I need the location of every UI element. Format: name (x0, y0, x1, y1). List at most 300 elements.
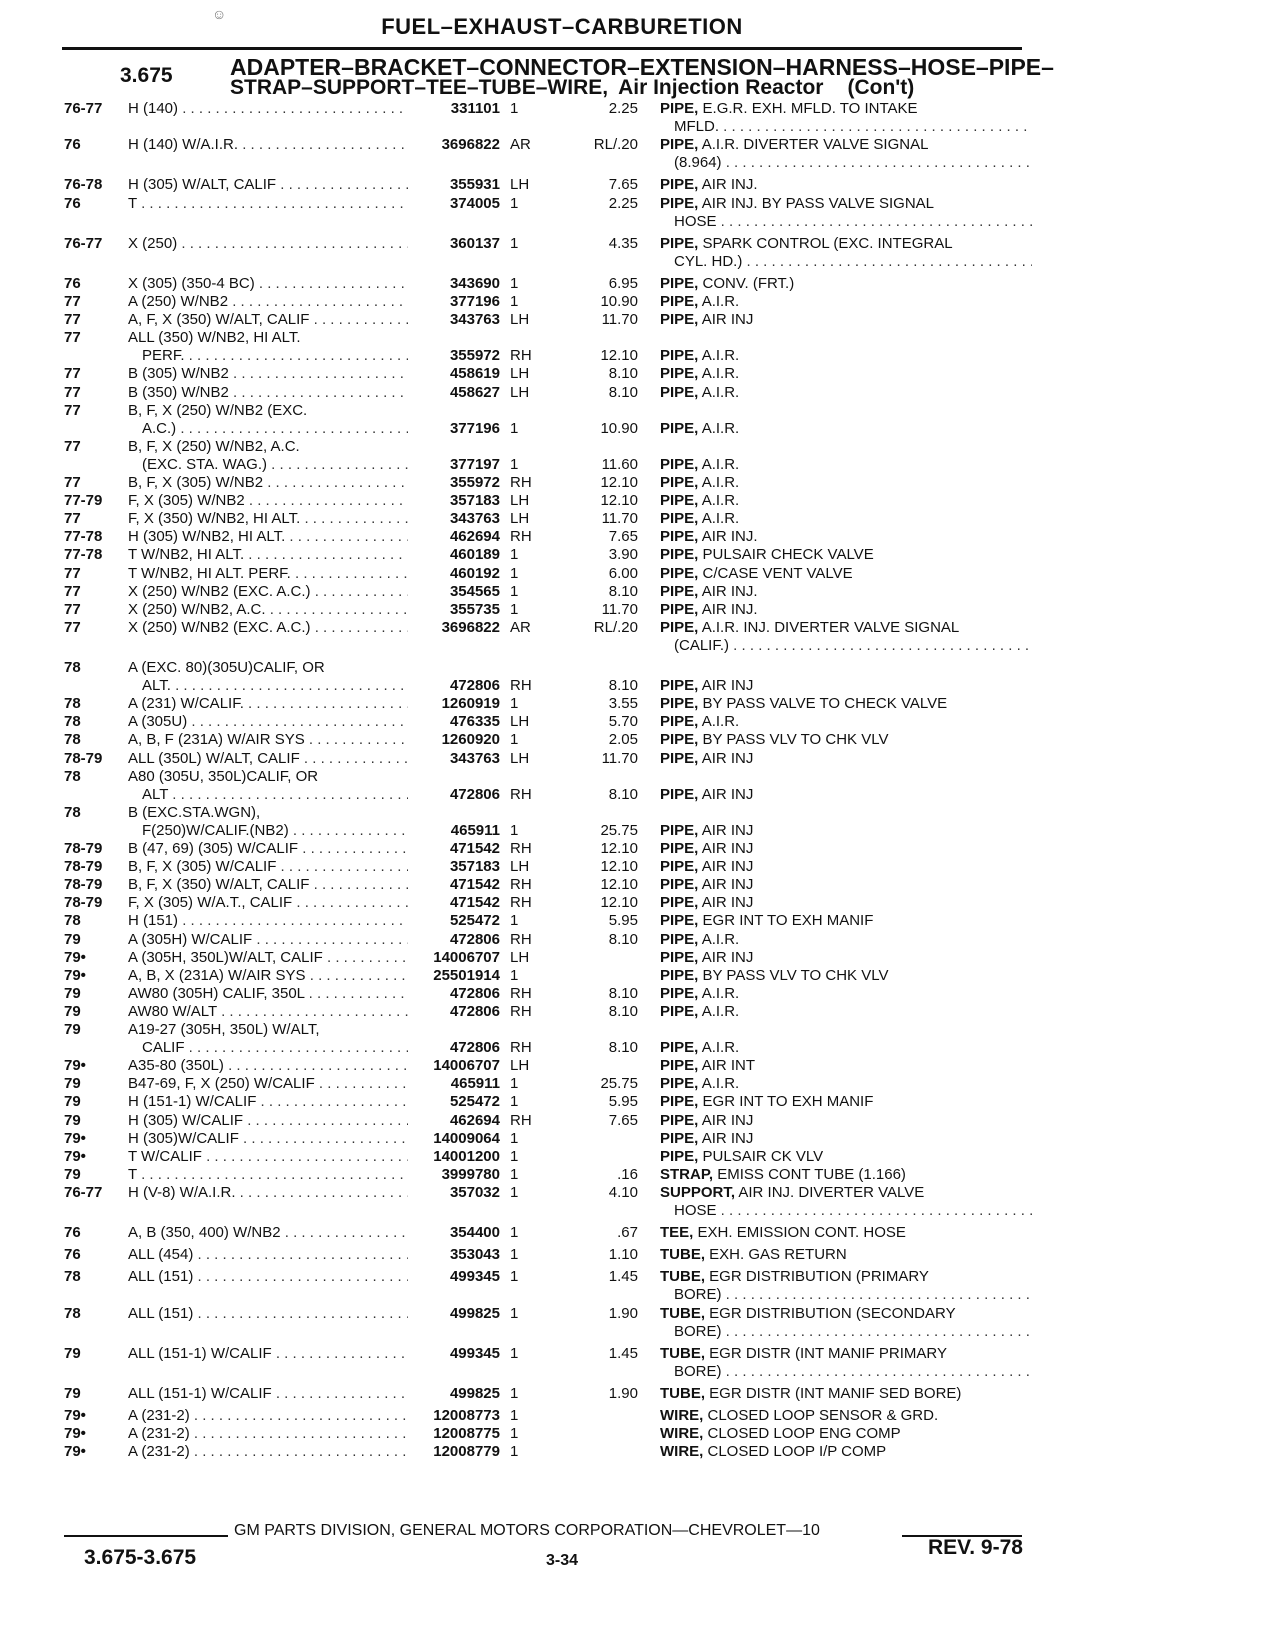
description (660, 619, 1032, 637)
part-number: 355972 (449, 474, 500, 491)
price: 4.35 (608, 234, 638, 252)
description (660, 858, 1032, 876)
price: 3.55 (608, 695, 638, 713)
applicability: F, X (305) W/NB2 . . . (128, 492, 408, 510)
year: 78 (64, 767, 81, 785)
year: 78-79 (64, 876, 103, 894)
part-name: PIPE, (660, 347, 699, 365)
part-name: PIPE, (660, 600, 699, 618)
year: 77-79 (64, 492, 103, 510)
part-desc: AIR INT (698, 1057, 756, 1075)
description (660, 365, 1032, 383)
description (660, 195, 1032, 213)
part-desc: CLOSED LOOP SENSOR & GRD. (703, 1407, 939, 1424)
footer-ref: 3.675-3.675 (84, 1546, 197, 1569)
applicability-cont: A.C.) . . . (142, 420, 408, 438)
applicability: A (231-2) . . . (128, 1407, 408, 1425)
applicability-cont: ALT . . . (142, 786, 408, 804)
part-name: TUBE, (660, 1268, 705, 1286)
applicability: A (231) W/CALIF. . . . (128, 695, 408, 713)
part-name: TUBE, (660, 1304, 705, 1322)
price: 11.60 (601, 455, 638, 473)
table-row (0, 235, 1280, 253)
quantity: 1 (510, 731, 519, 749)
table-row (0, 1385, 1280, 1403)
price: 5.95 (608, 1093, 638, 1111)
part-number: 471542 (449, 894, 500, 912)
price: 8.10 (608, 365, 638, 383)
table-row (0, 1363, 1280, 1381)
part-name: PIPE, (660, 821, 699, 839)
price: 10.90 (600, 419, 638, 437)
applicability: B (EXC.STA.WGN), (128, 803, 261, 821)
description (660, 1246, 1032, 1264)
year: 79 (64, 1165, 81, 1183)
quantity: LH (510, 749, 530, 767)
part-number: 525472 (449, 912, 500, 930)
footer-rule-left (64, 1535, 228, 1537)
part-name: PIPE, (660, 785, 699, 803)
price: 8.10 (608, 984, 638, 1002)
table-row (0, 492, 1280, 510)
year: 77 (64, 329, 81, 347)
part-name: PIPE, (660, 419, 699, 437)
year: 79• (64, 1057, 86, 1075)
table-row (0, 1003, 1280, 1021)
price: 2.25 (608, 100, 638, 117)
part-number: 343763 (449, 311, 500, 329)
table-row (0, 1425, 1280, 1443)
part-desc: EGR DISTR (INT MANIF PRIMARY (705, 1344, 947, 1362)
year: 77 (64, 582, 81, 600)
part-desc: A.I.R. INJ. DIVERTER VALVE SIGNAL (698, 618, 960, 636)
year: 77 (64, 618, 81, 636)
part-name: PIPE, (660, 510, 699, 528)
applicability: H (305) W/NB2, HI ALT. . . . (128, 528, 408, 546)
price: 1.90 (608, 1384, 638, 1402)
quantity: 1 (510, 695, 519, 713)
part-number: 3999780 (441, 1165, 500, 1183)
part-name: PIPE, (660, 912, 699, 930)
quantity: 1 (510, 564, 519, 582)
quantity: 1 (510, 194, 519, 212)
quantity: 1 (510, 1304, 519, 1322)
part-name: PIPE, (660, 876, 699, 894)
part-name: PIPE, (660, 100, 699, 117)
table-row (0, 565, 1280, 583)
applicability: ALL (151-1) W/CALIF . . . (128, 1345, 408, 1363)
part-name: PIPE, (660, 528, 699, 546)
part-name: PIPE, (660, 948, 699, 966)
price: 8.10 (608, 582, 638, 600)
table-row (0, 365, 1280, 383)
part-desc: EGR INT TO EXH MANIF (698, 1093, 874, 1111)
applicability: ALL (350) W/NB2, HI ALT. (128, 329, 301, 347)
price: 7.65 (608, 528, 638, 546)
part-name: PIPE, (660, 1039, 699, 1057)
description (660, 786, 1032, 804)
description (660, 931, 1032, 949)
quantity: 1 (510, 274, 519, 292)
description (660, 474, 1032, 492)
description (660, 840, 1032, 858)
part-name: WIRE, (660, 1443, 704, 1461)
price: 11.70 (601, 510, 638, 528)
part-desc: BY PASS VLV TO CHK VLV (698, 731, 889, 749)
part-number: 343763 (449, 749, 500, 767)
description (660, 1093, 1032, 1111)
part-desc: A.I.R. (698, 930, 740, 948)
quantity: AR (510, 618, 531, 636)
quantity: 1 (510, 1183, 519, 1201)
part-number: 472806 (449, 930, 500, 948)
part-name: PIPE, (660, 1075, 699, 1093)
year: 78 (64, 912, 81, 930)
description (660, 1057, 1032, 1075)
year: 77 (64, 401, 81, 419)
part-number: 25501914 (433, 966, 500, 984)
quantity: 1 (510, 546, 519, 564)
applicability: X (250) W/NB2, A.C. . . . (128, 601, 408, 619)
year: 79 (64, 984, 81, 1002)
year: 79• (64, 966, 86, 984)
year: 79 (64, 1111, 81, 1129)
price: 8.10 (608, 930, 638, 948)
table-row (0, 1345, 1280, 1363)
price: 11.70 (601, 311, 638, 329)
price: 25.75 (600, 821, 638, 839)
quantity: RH (510, 785, 532, 803)
part-desc: A.I.R. (698, 383, 740, 401)
applicability: T W/NB2, HI ALT. . . . (128, 546, 408, 564)
price: 2.25 (608, 194, 638, 212)
part-name: WIRE, (660, 1407, 704, 1424)
table-row (0, 659, 1280, 677)
description (660, 492, 1032, 510)
part-desc: A.I.R. DIVERTER VALVE SIGNAL (698, 136, 929, 154)
description (660, 420, 1032, 438)
quantity: RH (510, 1111, 532, 1129)
applicability: A (231-2) . . . (128, 1443, 408, 1461)
description-cont: MFLD. . . . (674, 118, 1032, 136)
quantity: 1 (510, 1268, 519, 1286)
part-name: PIPE, (660, 274, 699, 292)
table-row (0, 1021, 1280, 1039)
table-row (0, 1057, 1280, 1075)
year: 77 (64, 365, 81, 383)
description (660, 528, 1032, 546)
year: 79• (64, 1147, 86, 1165)
part-number: 465911 (450, 1075, 500, 1093)
price: 12.10 (600, 347, 638, 365)
description (660, 949, 1032, 967)
part-number: 460189 (449, 546, 500, 564)
quantity: 1 (510, 1407, 519, 1424)
year: 76-77 (64, 1183, 103, 1201)
description (660, 601, 1032, 619)
description-cont: HOSE . . . (674, 213, 1032, 231)
part-desc: AIR INJ. (698, 600, 758, 618)
description (660, 384, 1032, 402)
part-number: 472806 (449, 677, 500, 695)
quantity: 1 (510, 821, 519, 839)
applicability: B47-69, F, X (250) W/CALIF . . . (128, 1075, 408, 1093)
quantity: LH (510, 713, 530, 731)
description (660, 731, 1032, 749)
description (660, 311, 1032, 329)
part-desc: AIR INJ. (698, 528, 758, 546)
part-number: 377197 (449, 455, 500, 473)
description-cont: (CALIF.) . . . (674, 637, 1032, 655)
price: 1.10 (608, 1246, 638, 1264)
table-row (0, 619, 1280, 637)
quantity: 1 (510, 600, 519, 618)
table-row (0, 1305, 1280, 1323)
applicability-cont: F(250)W/CALIF.(NB2) . . . (142, 822, 408, 840)
applicability: X (250) . . . (128, 235, 408, 253)
description (660, 1345, 1032, 1363)
quantity: 1 (510, 582, 519, 600)
part-name: PIPE, (660, 311, 699, 329)
price: RL/.20 (593, 136, 638, 154)
part-name: PIPE, (660, 564, 699, 582)
part-name: PIPE, (660, 1111, 699, 1129)
table-row (0, 176, 1280, 194)
part-desc: AIR INJ (698, 948, 754, 966)
part-name: PIPE, (660, 234, 699, 252)
part-number: 355931 (449, 176, 500, 194)
price: 1.90 (608, 1304, 638, 1322)
applicability: B, F, X (305) W/CALIF . . . (128, 858, 408, 876)
description (660, 1184, 1032, 1202)
table-row (0, 931, 1280, 949)
applicability: H (140) . . . (128, 100, 408, 118)
table-row (0, 677, 1280, 695)
table-row (0, 1407, 1280, 1425)
quantity: 1 (510, 912, 519, 930)
description (660, 1148, 1032, 1166)
description-cont: CYL. HD.) . . . (674, 253, 1032, 271)
quantity: AR (510, 136, 531, 154)
table-row (0, 858, 1280, 876)
table-row (0, 822, 1280, 840)
part-name: PIPE, (660, 984, 699, 1002)
quantity: LH (510, 1057, 530, 1075)
part-number: 472806 (449, 1002, 500, 1020)
table-row (0, 293, 1280, 311)
part-name: TUBE, (660, 1384, 705, 1402)
group-heading-line1: ADAPTER–BRACKET–CONNECTOR–EXTENSION–HARNESS–HOSE–PIPE– (230, 54, 1054, 80)
description (660, 912, 1032, 930)
description (660, 456, 1032, 474)
applicability: A, F, X (350) W/ALT, CALIF . . . (128, 311, 408, 329)
quantity: LH (510, 492, 530, 510)
part-name: TEE, (660, 1224, 694, 1242)
part-number: 354565 (449, 582, 500, 600)
applicability: A, B, F (231A) W/AIR SYS . . . (128, 731, 408, 749)
description (660, 1385, 1032, 1403)
price: 12.10 (600, 858, 638, 876)
quantity: RH (510, 1002, 532, 1020)
applicability: A (EXC. 80)(305U)CALIF, OR (128, 659, 325, 676)
table-row (0, 1166, 1280, 1184)
part-number: 472806 (449, 785, 500, 803)
part-desc: EGR DISTRIBUTION (PRIMARY (705, 1268, 929, 1286)
part-name: PIPE, (660, 546, 699, 564)
table-row (0, 894, 1280, 912)
part-desc: A.I.R. (698, 1075, 740, 1093)
description (660, 1039, 1032, 1057)
table-row (0, 347, 1280, 365)
applicability: A (305H, 350L)W/ALT, CALIF . . . (128, 949, 408, 967)
applicability: B, F, X (350) W/ALT, CALIF . . . (128, 876, 408, 894)
table-row (0, 1039, 1280, 1057)
part-number: 12008779 (433, 1443, 500, 1461)
quantity: LH (510, 510, 530, 528)
part-desc: CLOSED LOOP I/P COMP (703, 1443, 887, 1461)
year: 79 (64, 930, 81, 948)
price: 6.00 (608, 564, 638, 582)
applicability: F, X (350) W/NB2, HI ALT. . . . (128, 510, 408, 528)
part-number: 374005 (449, 194, 500, 212)
quantity: 1 (510, 455, 519, 473)
table-row (0, 118, 1280, 136)
table-row (0, 912, 1280, 930)
part-desc: A.I.R. (698, 455, 740, 473)
year: 77 (64, 383, 81, 401)
part-name: PIPE, (660, 383, 699, 401)
part-desc: EXH. GAS RETURN (705, 1246, 847, 1264)
part-number: 458627 (449, 383, 500, 401)
part-number: 3696822 (441, 136, 500, 154)
table-row (0, 1443, 1280, 1461)
price: 8.10 (608, 677, 638, 695)
description (660, 100, 1032, 118)
part-name: PIPE, (660, 731, 699, 749)
part-number: 471542 (449, 876, 500, 894)
year: 78 (64, 659, 81, 676)
applicability: A, B (350, 400) W/NB2 . . . (128, 1224, 408, 1242)
parts-table (0, 100, 1280, 1500)
applicability: B (47, 69) (305) W/CALIF . . . (128, 840, 408, 858)
price: .67 (617, 1224, 638, 1242)
part-name: PIPE, (660, 749, 699, 767)
price: 8.10 (608, 383, 638, 401)
year: 78 (64, 803, 81, 821)
applicability: A, B, X (231A) W/AIR SYS . . . (128, 967, 408, 985)
part-name: PIPE, (660, 582, 699, 600)
quantity: 1 (510, 293, 519, 310)
part-desc: A.I.R. (698, 474, 740, 491)
description (660, 275, 1032, 293)
part-name: PIPE, (660, 365, 699, 383)
table-row (0, 1148, 1280, 1166)
table-row (0, 474, 1280, 492)
part-desc: C/CASE VENT VALVE (698, 564, 853, 582)
part-desc: E.G.R. EXH. MFLD. TO INTAKE (698, 100, 918, 117)
table-row (0, 804, 1280, 822)
quantity: RH (510, 840, 532, 857)
part-desc: EGR INT TO EXH MANIF (698, 912, 874, 930)
price: 2.05 (608, 731, 638, 749)
part-desc: EMISS CONT TUBE (1.166) (713, 1165, 906, 1183)
year: 77 (64, 474, 81, 491)
part-desc: A.I.R. (698, 1039, 740, 1057)
part-name: PIPE, (660, 1147, 699, 1165)
part-desc: PULSAIR CHECK VALVE (698, 546, 874, 564)
table-row (0, 1202, 1280, 1220)
table-row (0, 1130, 1280, 1148)
quantity: 1 (510, 1147, 519, 1165)
year: 79 (64, 1344, 81, 1362)
part-name: SUPPORT, (660, 1183, 736, 1201)
applicability: A35-80 (350L) . . . (128, 1057, 408, 1075)
part-desc: AIR INJ (698, 785, 754, 803)
year: 79• (64, 1129, 86, 1147)
quantity: 1 (510, 1443, 519, 1461)
price: 7.65 (608, 176, 638, 194)
description (660, 235, 1032, 253)
year: 79 (64, 1384, 81, 1402)
applicability: H (151) . . . (128, 912, 408, 930)
description (660, 136, 1032, 154)
table-row (0, 311, 1280, 329)
applicability: H (151-1) W/CALIF . . . (128, 1093, 408, 1111)
part-desc: A.I.R. (698, 713, 740, 731)
applicability: AW80 W/ALT . . . (128, 1003, 408, 1021)
table-row (0, 601, 1280, 619)
applicability: H (140) W/A.I.R. . . . (128, 136, 408, 154)
part-name: PIPE, (660, 194, 699, 212)
table-row (0, 1224, 1280, 1242)
part-name: PIPE, (660, 966, 699, 984)
part-desc: A.I.R. (698, 365, 740, 383)
table-row (0, 786, 1280, 804)
year: 78 (64, 713, 81, 731)
part-name: WIRE, (660, 1425, 704, 1443)
table-row (0, 583, 1280, 601)
quantity: RH (510, 474, 532, 491)
applicability: ALL (151) . . . (128, 1305, 408, 1323)
table-row (0, 100, 1280, 118)
applicability: A19-27 (305H, 350L) W/ALT, (128, 1021, 320, 1038)
description (660, 1112, 1032, 1130)
year: 77 (64, 510, 81, 528)
footer-division: GM PARTS DIVISION, GENERAL MOTORS CORPORATION—CHEVROLET—10 (234, 1522, 820, 1539)
applicability: T W/NB2, HI ALT. PERF. . . . (128, 565, 408, 583)
year: 78 (64, 1304, 81, 1322)
part-name: PIPE, (660, 1057, 699, 1075)
table-row (0, 1286, 1280, 1304)
part-number: 354400 (449, 1224, 500, 1242)
price: 11.70 (601, 749, 638, 767)
price: 12.10 (600, 840, 638, 857)
revision: REV. 9-78 (928, 1536, 1023, 1559)
year: 78 (64, 731, 81, 749)
description (660, 583, 1032, 601)
year: 76 (64, 194, 81, 212)
quantity: 1 (510, 1425, 519, 1443)
year: 78-79 (64, 749, 103, 767)
applicability: A (305H) W/CALIF . . . (128, 931, 408, 949)
price: 12.10 (600, 474, 638, 491)
part-name: PIPE, (660, 1129, 699, 1147)
applicability: A (231-2) . . . (128, 1425, 408, 1443)
part-number: 360137 (449, 234, 500, 252)
description (660, 546, 1032, 564)
part-name: TUBE, (660, 1246, 705, 1264)
table-row (0, 1268, 1280, 1286)
